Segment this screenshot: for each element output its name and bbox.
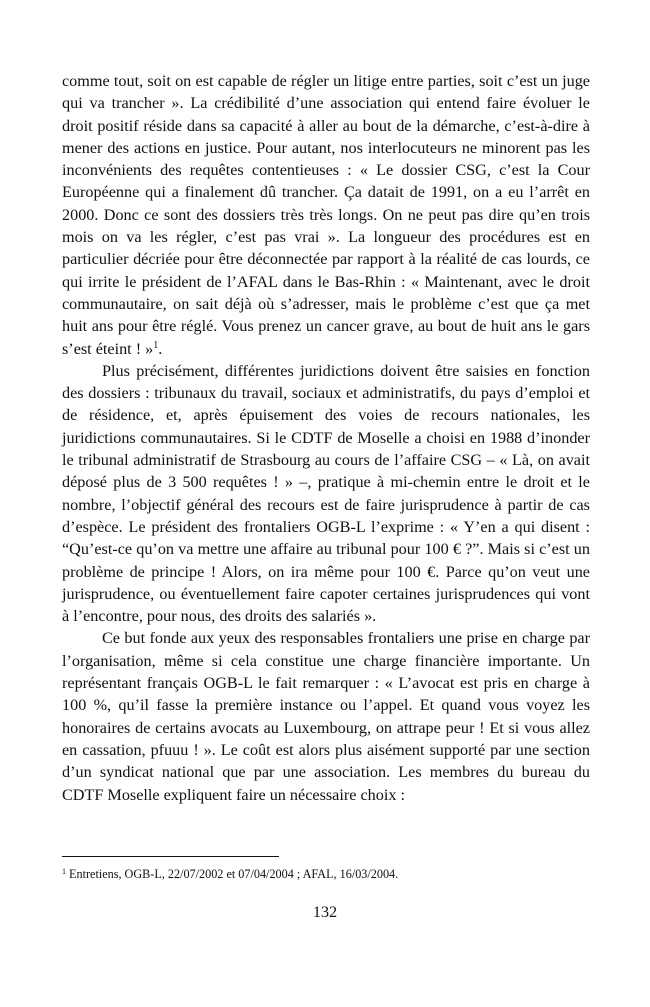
- footnote-number: 1: [62, 867, 66, 876]
- paragraph-3: Ce but fonde aux yeux des responsables frontaliers une prise en charge par l’organisation, même si cela constitue une charge financière importante. Un représentant français OGB-L le fait remarquer : « L’avocat est pris en charge à 100 %, qu’il fasse la première instance ou l’appel. Et quand vous voyez les honoraires de certains avocats au Luxembourg, on attrape peur ! Et si vous allez en cassation, pfuuu ! ». Le coût est alors plus aisément supporté par une section d’un syndicat national que par une association. Les membres du bureau du CDTF Moselle expliquent faire un nécessaire choix :: [62, 629, 590, 804]
- footnote-text: Entretiens, OGB-L, 22/07/2002 et 07/04/2004 ; AFAL, 16/03/2004.: [66, 867, 399, 881]
- main-text: [62, 70, 590, 806]
- footnote: [62, 864, 590, 882]
- page-number: 132: [312, 903, 338, 921]
- footnote-separator: [62, 856, 279, 857]
- paragraph-2: Plus précisément, différentes juridictions doivent être saisies en fonction des dossiers : tribunaux du travail, sociaux et administratifs, du pays d’emploi et de résidence, et, après épuisement des voies de recours nationales, les juridictions communautaires. Si le CDTF de Moselle a choisi en 1988 d’inonder le tribunal administratif de Strasbourg au cours de l’affaire CSG – « Là, on avait déposé plus de 3 500 requêtes ! » –, pratique à mi-chemin entre le droit et le nombre, l’objectif général des recours est de faire jurisprudence à partir de cas d’espèce. Le président des frontaliers OGB-L l’exprime : « Y’en a qui disent : “Qu’est-ce qu’on va mettre une affaire au tribunal pour 100 € ?”. Mais si c’est un problème de principe ! Alors, on ira même pour 100 €. Parce qu’on veut une jurisprudence, ou éventuellement faire capoter certaines jurisprudences qui vont à l’encontre, pour nous, des droits des salariés ».: [62, 361, 590, 626]
- paragraph-1-end: .: [158, 339, 163, 358]
- footnote-reference[interactable]: 1: [153, 339, 159, 351]
- paragraph-1: [62, 70, 590, 360]
- paragraph-1-text: comme tout, soit on est capable de régler un litige entre parties, soit c’est un juge qui va trancher ». La crédibilité d’une association qui entend faire évoluer le droit positif réside dans sa capacité à aller au bout de la démarche, c’est-à-dire à mener des actions en justice. Pour autant, nos interlocuteurs ne minorent pas les inconvénients des requêtes contentieuses : « Le dossier CSG, c’est la Cour Européenne qui a finalement dû trancher. Ça datait de 1991, on a eu l’arrêt en 2000. Donc ce sont des dossiers très très longs. On ne peut pas dire qu’en trois mois on va les régler, c’est pas vrai ». La longueur des procédures est en particulier décriée pour être déconnectée par rapport à la réalité de cas lourds, ce qui irrite le président de l’AFAL dans le Bas-Rhin : « Maintenant, avec le droit communautaire, on sait déjà où s’adresser, mais le problème c’est que ça met huit ans pour être réglé. Vous prenez un cancer grave, au bout de huit ans le gars s’est éteint ! »: [62, 72, 590, 358]
